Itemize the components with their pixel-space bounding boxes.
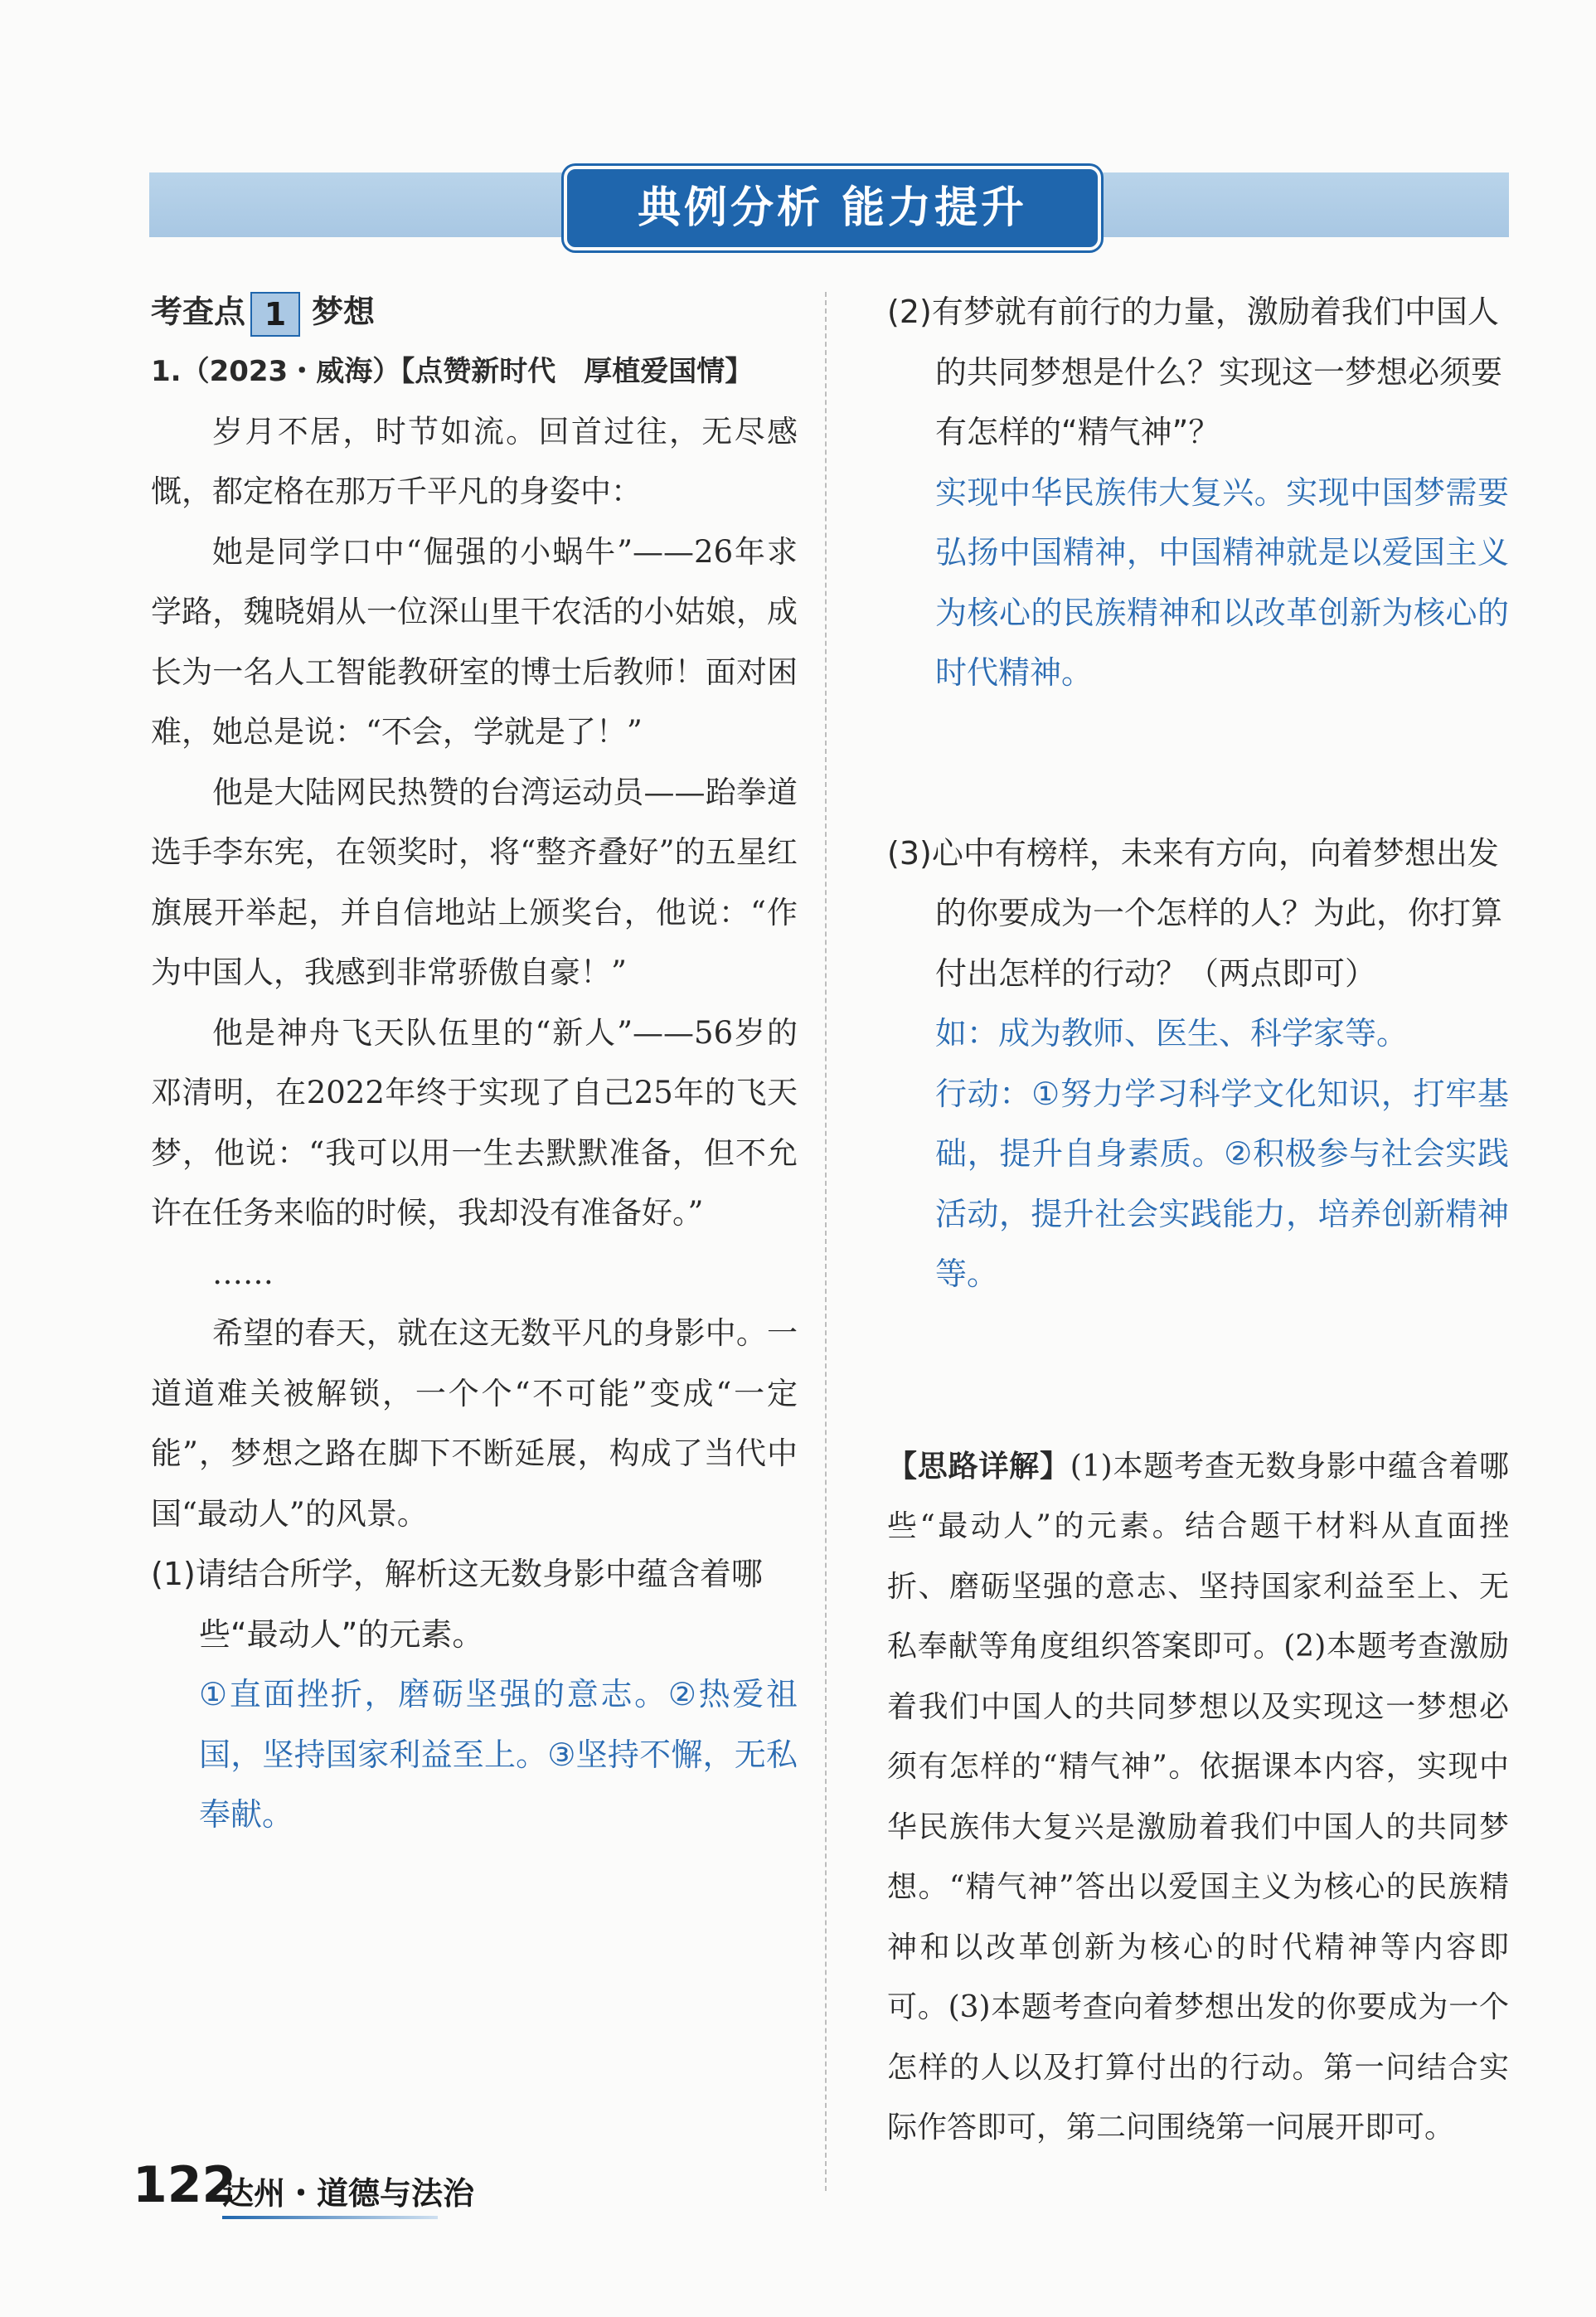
passage-ellipsis: …… [212, 1255, 274, 1291]
answer-spacer [887, 703, 1509, 823]
answer-1: ①直面挫折，磨砺坚强的意志。②热爱祖国，坚持国家利益至上。③坚持不懈，无私奉献。 [199, 1676, 798, 1833]
sub-question-2-num: (2) [887, 294, 932, 330]
passage-paragraph: 他是大陆网民热赞的台湾运动员——跆拳道选手李东宪，在领奖时，将“整齐叠好”的五星红旗展开举起，并自信地站上颁奖台，他说：“作为中国人，我感到非常骄傲自豪！” [151, 774, 798, 990]
topic-name: 梦想 [312, 294, 376, 330]
analysis-label: 【思路详解】 [887, 1449, 1070, 1484]
topic-header [151, 282, 798, 342]
passage-paragraph: 他是神舟飞天队伍里的“新人”——56岁的邓清明，在2022年终于实现了自己25年的飞天梦，他说：“我可以用一生去默默准备，但不允许在任务来临的时候，我却没有准备好。” [151, 1014, 798, 1231]
passage-paragraph: 希望的春天，就在这无数平凡的身影中。一道道难关被解锁，一个个“不可能”变成“一定能”，梦想之路在脚下不断延展，构成了当代中国“最动人”的风景。 [151, 1315, 798, 1532]
sub-question-1 [151, 1544, 798, 1664]
passage-paragraph: 岁月不居，时节如流。回首过往，无尽感慨，都定格在那万千平凡的身姿中： [151, 413, 798, 509]
sub-question-3-num: (3) [887, 834, 932, 872]
question-source [151, 342, 798, 402]
right-column [887, 282, 1509, 2159]
sub-question-3 [887, 823, 1509, 1004]
question-source-prefix: 1.（2023・威海） [151, 355, 401, 388]
column-divider [825, 292, 827, 2191]
sub-question-2-text: 有梦就有前行的力量，激励着我们中国人的共同梦想是什么？实现这一梦想必须要有怎样的“精气神”？ [931, 294, 1503, 450]
answer-3-action: 行动：①努力学习科学文化知识，打牢基础，提升自身素质。②积极参与社会实践活动，提升社会实践能力，培养创新精神等。 [935, 1075, 1509, 1292]
topic-number: 1 [250, 292, 300, 337]
sub-question-3-text: 心中有榜样，未来有方向，向着梦想出发的你要成为一个怎样的人？为此，你打算付出怎样的行动？（两点即可） [931, 834, 1503, 992]
sub-question-1-text: 请结合所学，解析这无数身影中蕴含着哪些“最动人”的元素。 [195, 1556, 763, 1653]
question-source-tag: 【点赞新时代 厚植爱国情】 [400, 355, 754, 388]
analysis-block [887, 1437, 1509, 2159]
analysis-spacer [887, 1304, 1509, 1437]
analysis-text: (1)本题考查无数身影中蕴含着哪些“最动人”的元素。结合题干材料从直面挫折、磨砺坚强的意志、坚持国家利益至上、无私奉献等角度组织答案即可。(2)本题考查激励着我们中国人的共同梦想以及实现这一梦想必须有怎样的“精气神”。依据课本内容，实现中华民族伟大复兴是激励着我们中国人的共同梦想。“精气神”答出以爱国主义为核心的民族精神和以改革创新为核心的时代精神等内容即可。(3)本题考查向着梦想出发的你要成为一个怎样的人以及打算付出的行动。第一问结合实际作答即可，第二问围绕第一问展开即可。 [887, 1449, 1509, 2145]
section-title: 典例分析 能力提升 [564, 166, 1101, 250]
page-number: 122 [133, 2156, 237, 2214]
topic-label: 考查点 [151, 294, 246, 330]
passage-paragraph: 她是同学口中“倔强的小蜗牛”——26年求学路，魏晓娟从一位深山里干农活的小姑娘，成长为一名人工智能教研室的博士后教师！面对困难，她总是说：“不会，学就是了！” [151, 533, 798, 750]
footer-underline [222, 2216, 438, 2219]
book-title: 达州・道德与法治 [222, 2175, 475, 2212]
answer-2: 实现中华民族伟大复兴。实现中国梦需要弘扬中国精神，中国精神就是以爱国主义为核心的民族精神和以改革创新为核心的时代精神。 [935, 474, 1509, 691]
sub-question-2 [887, 282, 1509, 463]
answer-3-choice: 如：成为教师、医生、科学家等。 [935, 1015, 1409, 1052]
left-column [151, 282, 798, 1845]
sub-question-1-num: (1) [151, 1556, 196, 1592]
